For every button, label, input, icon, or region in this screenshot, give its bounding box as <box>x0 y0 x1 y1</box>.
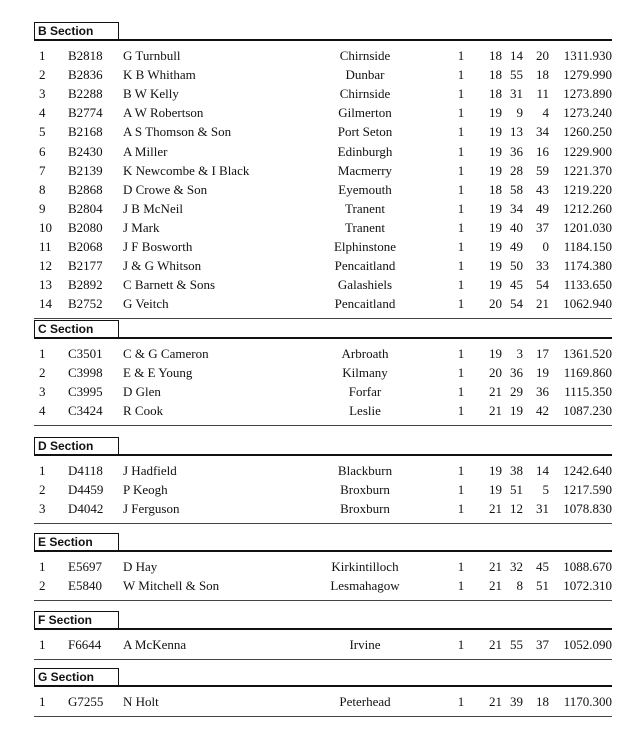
velocity-cell: 1212.260 <box>563 200 612 216</box>
section-label: C Section <box>34 320 119 338</box>
position-cell: 1 <box>39 463 46 478</box>
hours-cell: 19 <box>489 482 502 498</box>
town-cell: Arbroath <box>341 346 389 361</box>
ring-number-cell: E5840 <box>68 578 102 594</box>
minutes-cell: 39 <box>510 694 523 709</box>
result-row <box>30 363 612 382</box>
minutes-cell: 13 <box>510 124 523 140</box>
ring-number-cell: B2068 <box>68 239 103 254</box>
minutes-cell: 45 <box>510 277 523 293</box>
hours-cell: 19 <box>489 219 502 235</box>
seconds-cell: 59 <box>536 162 549 178</box>
minutes-cell: 8 <box>516 578 523 594</box>
position-cell: 2 <box>39 482 46 498</box>
competitor-name-cell: K Newcombe & I Black <box>123 162 250 178</box>
velocity-cell: 1219.220 <box>563 181 612 197</box>
competitor-name-cell: D Glen <box>123 384 161 400</box>
section-top-rule <box>34 39 612 41</box>
hours-cell: 20 <box>489 365 502 381</box>
velocity-cell: 1201.030 <box>563 219 612 235</box>
position-cell: 8 <box>39 181 46 197</box>
velocity-cell: 1273.890 <box>563 86 612 102</box>
position-cell: 7 <box>39 162 46 178</box>
seconds-cell: 37 <box>536 637 549 652</box>
town-cell: Galashiels <box>337 277 393 293</box>
section-block <box>30 611 612 660</box>
position-cell: 12 <box>39 258 52 274</box>
town-cell: Tranent <box>345 200 385 216</box>
birds-cell: 1 <box>457 162 465 178</box>
minutes-cell: 19 <box>510 403 523 419</box>
hours-cell: 19 <box>489 258 502 274</box>
seconds-cell: 33 <box>536 258 549 274</box>
hours-cell: 19 <box>489 277 502 293</box>
minutes-cell: 40 <box>510 219 523 235</box>
competitor-name-cell: J Mark <box>123 219 160 235</box>
hours-cell: 19 <box>489 346 502 361</box>
section-block <box>30 320 612 426</box>
minutes-cell: 54 <box>510 296 523 312</box>
town-cell: Chirnside <box>339 48 391 63</box>
velocity-cell: 1062.940 <box>563 296 612 312</box>
town-cell: Tranent <box>345 219 385 235</box>
hours-cell: 21 <box>489 559 502 574</box>
result-row <box>30 237 612 256</box>
minutes-cell: 51 <box>510 482 523 498</box>
section-bottom-rule <box>34 659 612 660</box>
result-row <box>30 218 612 237</box>
town-cell: Broxburn <box>340 482 390 498</box>
competitor-name-cell: N Holt <box>123 694 159 709</box>
velocity-cell: 1221.370 <box>563 162 612 178</box>
seconds-cell: 43 <box>536 181 549 197</box>
minutes-cell: 36 <box>510 365 523 381</box>
seconds-cell: 31 <box>536 501 549 517</box>
position-cell: 1 <box>39 346 46 361</box>
section-block <box>30 437 612 524</box>
town-cell: Kirkintilloch <box>331 559 399 574</box>
result-row <box>30 480 612 499</box>
result-row <box>30 46 612 65</box>
hours-cell: 21 <box>489 403 502 419</box>
result-row <box>30 692 612 711</box>
competitor-name-cell: D Crowe & Son <box>123 181 208 197</box>
section-top-rule <box>34 550 612 552</box>
town-cell: Leslie <box>349 403 381 419</box>
section-bottom-rule <box>34 523 612 524</box>
section-label: B Section <box>34 22 119 40</box>
hours-cell: 21 <box>489 578 502 594</box>
section-label: F Section <box>34 611 119 629</box>
minutes-cell: 28 <box>510 162 523 178</box>
birds-cell: 1 <box>457 296 465 312</box>
minutes-cell: 32 <box>510 559 523 574</box>
hours-cell: 18 <box>489 48 502 63</box>
result-row <box>30 122 612 141</box>
competitor-name-cell: E & E Young <box>123 365 193 381</box>
minutes-cell: 31 <box>510 86 523 102</box>
competitor-name-cell: K B Whitham <box>123 67 196 83</box>
result-row <box>30 161 612 180</box>
position-cell: 1 <box>39 48 46 63</box>
competitor-name-cell: W Mitchell & Son <box>123 578 220 594</box>
hours-cell: 19 <box>489 143 502 159</box>
ring-number-cell: B2774 <box>68 105 103 121</box>
ring-number-cell: B2080 <box>68 219 103 235</box>
velocity-cell: 1052.090 <box>563 637 612 652</box>
section-top-rule <box>34 454 612 456</box>
result-row <box>30 142 612 161</box>
position-cell: 11 <box>39 239 52 254</box>
town-cell: Blackburn <box>337 463 393 478</box>
position-cell: 6 <box>39 143 46 159</box>
result-row <box>30 65 612 84</box>
competitor-name-cell: D Hay <box>123 559 158 574</box>
velocity-cell: 1217.590 <box>563 482 612 498</box>
seconds-cell: 21 <box>536 296 549 312</box>
ring-number-cell: B2168 <box>68 124 103 140</box>
minutes-cell: 38 <box>510 463 523 478</box>
result-row <box>30 294 612 313</box>
town-cell: Peterhead <box>339 694 391 709</box>
town-cell: Irvine <box>349 637 381 652</box>
town-cell: Gilmerton <box>338 105 392 121</box>
velocity-cell: 1087.230 <box>563 403 612 419</box>
minutes-cell: 14 <box>510 48 523 63</box>
ring-number-cell: C3424 <box>68 403 103 419</box>
birds-cell: 1 <box>457 559 465 574</box>
ring-number-cell: C3995 <box>68 384 103 400</box>
town-cell: Eyemouth <box>338 181 392 197</box>
minutes-cell: 36 <box>510 143 523 159</box>
competitor-name-cell: B W Kelly <box>123 86 179 102</box>
velocity-cell: 1072.310 <box>563 578 612 594</box>
birds-cell: 1 <box>457 365 465 381</box>
competitor-name-cell: A S Thomson & Son <box>123 124 232 140</box>
hours-cell: 19 <box>489 105 502 121</box>
competitor-name-cell: J & G Whitson <box>123 258 202 274</box>
section-bottom-rule <box>34 600 612 601</box>
section-header <box>30 533 612 551</box>
seconds-cell: 34 <box>536 124 549 140</box>
competitor-name-cell: C & G Cameron <box>123 346 209 361</box>
result-row <box>30 103 612 122</box>
position-cell: 4 <box>39 105 46 121</box>
velocity-cell: 1184.150 <box>563 239 612 254</box>
seconds-cell: 14 <box>536 463 549 478</box>
seconds-cell: 20 <box>536 48 549 63</box>
birds-cell: 1 <box>457 181 465 197</box>
competitor-name-cell: J Hadfield <box>123 463 177 478</box>
birds-cell: 1 <box>457 482 465 498</box>
competitor-name-cell: G Veitch <box>123 296 169 312</box>
velocity-cell: 1279.990 <box>563 67 612 83</box>
position-cell: 13 <box>39 277 52 293</box>
hours-cell: 18 <box>489 181 502 197</box>
town-cell: Chirnside <box>339 86 391 102</box>
competitor-name-cell: R Cook <box>123 403 164 419</box>
ring-number-cell: B2836 <box>68 67 103 83</box>
position-cell: 2 <box>39 365 46 381</box>
ring-number-cell: D4042 <box>68 501 104 517</box>
velocity-cell: 1133.650 <box>563 277 612 293</box>
ring-number-cell: B2818 <box>68 48 103 63</box>
ring-number-cell: B2868 <box>68 181 103 197</box>
birds-cell: 1 <box>457 384 465 400</box>
birds-cell: 1 <box>457 346 465 361</box>
minutes-cell: 3 <box>516 346 523 361</box>
result-row <box>30 461 612 480</box>
section-header <box>30 437 612 455</box>
minutes-cell: 55 <box>510 637 523 652</box>
minutes-cell: 55 <box>510 67 523 83</box>
ring-number-cell: B2892 <box>68 277 103 293</box>
birds-cell: 1 <box>457 277 465 293</box>
birds-cell: 1 <box>457 637 465 652</box>
section-bottom-rule <box>34 716 612 717</box>
position-cell: 5 <box>39 124 46 140</box>
birds-cell: 1 <box>457 694 465 709</box>
town-cell: Pencaitland <box>334 258 396 274</box>
hours-cell: 19 <box>489 124 502 140</box>
section-label: G Section <box>34 668 119 686</box>
seconds-cell: 4 <box>542 105 549 121</box>
position-cell: 10 <box>39 219 52 235</box>
birds-cell: 1 <box>457 86 465 102</box>
velocity-cell: 1273.240 <box>563 105 612 121</box>
result-row <box>30 275 612 294</box>
velocity-cell: 1078.830 <box>563 501 612 517</box>
seconds-cell: 51 <box>536 578 549 594</box>
velocity-cell: 1174.380 <box>563 258 612 274</box>
hours-cell: 19 <box>489 239 502 254</box>
result-row <box>30 576 612 595</box>
position-cell: 9 <box>39 200 46 216</box>
position-cell: 3 <box>39 501 46 517</box>
town-cell: Dunbar <box>345 67 385 83</box>
birds-cell: 1 <box>457 124 465 140</box>
seconds-cell: 17 <box>536 346 549 361</box>
seconds-cell: 11 <box>536 86 549 102</box>
result-row <box>30 401 612 420</box>
position-cell: 4 <box>39 403 46 419</box>
ring-number-cell: C3998 <box>68 365 103 381</box>
velocity-cell: 1229.900 <box>563 143 612 159</box>
seconds-cell: 37 <box>536 219 549 235</box>
position-cell: 1 <box>39 559 46 574</box>
birds-cell: 1 <box>457 105 465 121</box>
velocity-cell: 1169.860 <box>563 365 612 381</box>
minutes-cell: 34 <box>510 200 523 216</box>
hours-cell: 18 <box>489 86 502 102</box>
velocity-cell: 1260.250 <box>563 124 612 140</box>
seconds-cell: 42 <box>536 403 549 419</box>
ring-number-cell: B2288 <box>68 86 103 102</box>
position-cell: 1 <box>39 694 46 709</box>
ring-number-cell: B2804 <box>68 200 103 216</box>
birds-cell: 1 <box>457 200 465 216</box>
birds-cell: 1 <box>457 578 465 594</box>
section-block <box>30 533 612 601</box>
section-top-rule <box>34 628 612 630</box>
minutes-cell: 49 <box>510 239 523 254</box>
town-cell: Lesmahagow <box>330 578 400 594</box>
ring-number-cell: D4459 <box>68 482 104 498</box>
birds-cell: 1 <box>457 403 465 419</box>
position-cell: 14 <box>39 296 52 312</box>
minutes-cell: 12 <box>510 501 523 517</box>
velocity-cell: 1311.930 <box>563 48 612 63</box>
hours-cell: 21 <box>489 637 502 652</box>
competitor-name-cell: A W Robertson <box>123 105 204 121</box>
position-cell: 2 <box>39 578 46 594</box>
hours-cell: 19 <box>489 463 502 478</box>
town-cell: Forfar <box>348 384 382 400</box>
position-cell: 3 <box>39 384 46 400</box>
town-cell: Broxburn <box>340 501 390 517</box>
section-top-rule <box>34 685 612 687</box>
ring-number-cell: F6644 <box>68 637 102 652</box>
position-cell: 3 <box>39 86 46 102</box>
velocity-cell: 1170.300 <box>563 694 612 709</box>
result-row <box>30 382 612 401</box>
result-row <box>30 635 612 654</box>
town-cell: Port Seton <box>337 124 393 140</box>
seconds-cell: 45 <box>536 559 549 574</box>
seconds-cell: 54 <box>536 277 549 293</box>
seconds-cell: 18 <box>536 694 549 709</box>
ring-number-cell: D4118 <box>68 463 103 478</box>
seconds-cell: 18 <box>536 67 549 83</box>
competitor-name-cell: A McKenna <box>123 637 187 652</box>
hours-cell: 21 <box>489 384 502 400</box>
seconds-cell: 5 <box>542 482 549 498</box>
birds-cell: 1 <box>457 258 465 274</box>
velocity-cell: 1242.640 <box>563 463 612 478</box>
ring-number-cell: B2430 <box>68 143 103 159</box>
position-cell: 1 <box>39 637 46 652</box>
section-header <box>30 320 612 338</box>
result-row <box>30 344 612 363</box>
competitor-name-cell: J Ferguson <box>123 501 180 517</box>
birds-cell: 1 <box>457 48 465 63</box>
seconds-cell: 16 <box>536 143 549 159</box>
minutes-cell: 29 <box>510 384 523 400</box>
hours-cell: 21 <box>489 501 502 517</box>
birds-cell: 1 <box>457 501 465 517</box>
competitor-name-cell: J B McNeil <box>123 200 183 216</box>
velocity-cell: 1088.670 <box>563 559 612 574</box>
seconds-cell: 36 <box>536 384 549 400</box>
seconds-cell: 19 <box>536 365 549 381</box>
town-cell: Pencaitland <box>334 296 396 312</box>
section-header <box>30 22 612 40</box>
town-cell: Kilmany <box>342 365 388 381</box>
hours-cell: 18 <box>489 67 502 83</box>
ring-number-cell: E5697 <box>68 559 102 574</box>
hours-cell: 19 <box>489 162 502 178</box>
section-header <box>30 668 612 686</box>
minutes-cell: 50 <box>510 258 523 274</box>
section-label: D Section <box>34 437 119 455</box>
minutes-cell: 58 <box>510 181 523 197</box>
ring-number-cell: C3501 <box>68 346 103 361</box>
section-bottom-rule <box>34 425 612 426</box>
section-block <box>30 668 612 717</box>
result-row <box>30 199 612 218</box>
velocity-cell: 1115.350 <box>564 384 612 400</box>
hours-cell: 19 <box>489 200 502 216</box>
town-cell: Macmerry <box>337 162 393 178</box>
hours-cell: 20 <box>489 296 502 312</box>
birds-cell: 1 <box>457 239 465 254</box>
competitor-name-cell: J F Bosworth <box>123 239 193 254</box>
seconds-cell: 0 <box>542 239 549 254</box>
section-top-rule <box>34 337 612 339</box>
hours-cell: 21 <box>489 694 502 709</box>
birds-cell: 1 <box>457 67 465 83</box>
birds-cell: 1 <box>457 143 465 159</box>
section-header <box>30 611 612 629</box>
competitor-name-cell: P Keogh <box>123 482 168 498</box>
position-cell: 2 <box>39 67 46 83</box>
result-row <box>30 499 612 518</box>
ring-number-cell: B2177 <box>68 258 103 274</box>
seconds-cell: 49 <box>536 200 549 216</box>
result-row <box>30 557 612 576</box>
ring-number-cell: G7255 <box>68 694 104 709</box>
town-cell: Elphinstone <box>333 239 397 254</box>
ring-number-cell: B2139 <box>68 162 103 178</box>
town-cell: Edinburgh <box>337 143 393 159</box>
result-row <box>30 180 612 199</box>
minutes-cell: 9 <box>516 105 523 121</box>
result-row <box>30 256 612 275</box>
competitor-name-cell: G Turnbull <box>123 48 181 63</box>
section-label: E Section <box>34 533 119 551</box>
competitor-name-cell: A Miller <box>123 143 168 159</box>
birds-cell: 1 <box>457 463 465 478</box>
competitor-name-cell: C Barnett & Sons <box>123 277 216 293</box>
section-block <box>30 22 612 319</box>
birds-cell: 1 <box>457 219 465 235</box>
ring-number-cell: B2752 <box>68 296 103 312</box>
velocity-cell: 1361.520 <box>563 346 612 361</box>
result-row <box>30 84 612 103</box>
